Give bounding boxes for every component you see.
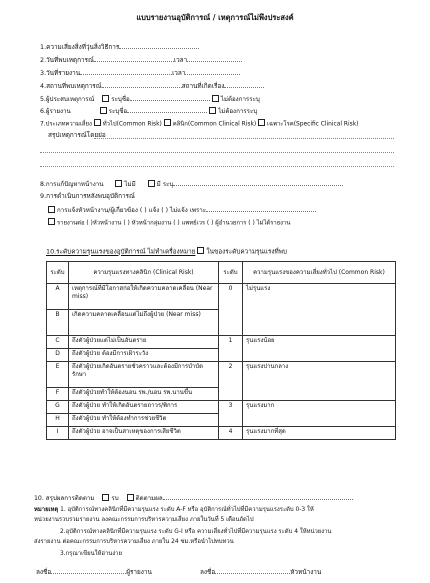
report-date-input[interactable] <box>80 68 172 75</box>
victim-anon-checkbox[interactable] <box>212 95 219 102</box>
followup-opt2-label: ติดตามผล <box>135 495 163 502</box>
field-onsite-fix-label: 8.การแก้ปัญหาหน้างาน <box>40 181 104 188</box>
followup-summary-label: 10. สรุปผลการติดตาม <box>34 495 95 502</box>
reporter-anon-checkbox[interactable] <box>209 107 216 114</box>
row-level: 3 <box>219 401 243 427</box>
report-time-input[interactable] <box>185 68 240 75</box>
followup-summary <box>34 493 353 503</box>
reporter-name-input[interactable] <box>127 106 207 113</box>
signature-reporter <box>36 567 152 576</box>
row-code: D <box>47 349 69 362</box>
row-level: 1 <box>219 336 243 362</box>
summary-line-2[interactable] <box>40 152 394 153</box>
note-1-text: 1. อุบัติการณ์ทางคลินิกที่มีความรุนแรง ระดับ A-F หรือ อุบัติการณ์ทั่วไปที่มีความรุนแรงระดับ 0-3 ให้ <box>60 507 314 513</box>
field-notify <box>48 205 316 215</box>
row-clinical-text: ถึงตัวผู้ป่วยทำให้ต้องนอน รพ./นอน รพ.นานขึ้น <box>69 388 219 401</box>
place-input[interactable] <box>224 81 264 88</box>
field-victim <box>40 94 260 104</box>
table-row[interactable] <box>47 336 396 349</box>
table-row[interactable] <box>47 284 396 310</box>
followup-input[interactable] <box>163 493 353 500</box>
field-incident-date <box>40 55 242 64</box>
signature-reporter-prefix: ลงชื่อ <box>36 568 52 576</box>
victim-named-label: ระบุชื่อ <box>111 96 130 103</box>
followup-opt1-checkbox[interactable] <box>102 494 109 501</box>
row-clinical-text: เหตุการณ์ที่มีโอกาสก่อให้เกิดความคลาดเคลื่อน (Near miss) <box>69 284 219 310</box>
field-victim-label: 5.ผู้ประสบเหตุการณ์ <box>40 96 95 103</box>
victim-anon-label: ไม่ต้องการระบุ <box>220 96 260 103</box>
note-2: 2.อุบัติการณ์ทางคลินิกที่มีความรุนแรง ระดับ G-I หรือ ความเสี่ยงทั่วไปที่มีความรุนแรง ระดับ 4 ให้หน่วยงาน <box>60 529 332 535</box>
row-code: I <box>47 427 69 440</box>
severity-heading-text: 10.ระดับความรุนแรงของอุบัติการณ์ ไม่ทำเครื่องหมาย <box>46 247 196 256</box>
notify-checkbox[interactable] <box>48 206 55 213</box>
row-general: รุนแรงน้อย <box>243 336 396 362</box>
incident-date-input[interactable] <box>94 55 174 62</box>
field-reporter <box>40 106 257 116</box>
row-clinical-text: ถึงตัวผู้ป่วย ทำให้ต้องทำการช่วยชีวิต <box>69 414 219 427</box>
row-level: 0 <box>219 284 243 336</box>
field-risk-input[interactable] <box>119 42 199 49</box>
row-general: รุนแรงมากที่สุด <box>243 427 396 440</box>
header-level: ระดับ <box>47 262 69 284</box>
note-1 <box>34 506 314 514</box>
severity-table <box>46 261 396 440</box>
row-clinical-text: เกิดความคลาดเคลื่อนแต่ไม่ถึงผู้ป่วย (Near miss) <box>69 310 219 336</box>
field-followup-label: 9.การดำเนินการหลังพบอุบัติการณ์ <box>40 192 135 200</box>
signature-reporter-role: ผู้รายงาน <box>126 568 152 576</box>
form-title: แบบรายงานอุบัติการณ์ / เหตุการณ์ไม่พึงประสงค์ <box>136 13 294 22</box>
row-level: 4 <box>219 427 243 440</box>
row-clinical-text: ถึงตัวผู้ป่วย อาจเป็นสาเหตุของการเสียชีวิต <box>69 427 219 440</box>
fix-detail-input[interactable] <box>173 179 343 186</box>
victim-named-checkbox[interactable] <box>102 95 109 102</box>
followup-opt2-checkbox[interactable] <box>127 494 134 501</box>
field-risk-type-label: 7.ประเภทความเสี่ยง <box>40 121 92 128</box>
row-code: F <box>47 388 69 401</box>
summary-line-3[interactable] <box>40 166 394 167</box>
table-row[interactable] <box>47 401 396 414</box>
header-general: ความรุนแรงของความเสี่ยงทั่วไป (Common Risk) <box>243 262 396 284</box>
row-general: รุนแรงปานกลาง <box>243 362 396 401</box>
row-code: G <box>47 401 69 414</box>
followup-opt1-label: รบ <box>111 495 119 502</box>
field-risk <box>40 42 199 51</box>
row-clinical-text: ถึงตัวผู้ป่วยแต่ไม่เป็นอันตราย <box>69 336 219 349</box>
table-row[interactable] <box>47 362 396 388</box>
risk-common-label: ทั่วไป(Common Risk) <box>102 121 162 128</box>
escalate-label: รายงานต่อ ( )หัวหน้างาน ( ) หัวหน้ากลุ่มงาน ( ) แพทย์เวร ( ) ผู้อำนวยการ ( ) ไม่ได้รายงาน <box>57 220 291 227</box>
row-general: ไม่รุนแรง <box>243 284 396 336</box>
notes-label: หมายเหตุ <box>34 507 59 513</box>
note-3: 3.กรุณาเขียนให้อ่านง่าย <box>60 551 122 557</box>
row-code: C <box>47 336 69 349</box>
row-code: B <box>47 310 69 336</box>
location-input[interactable] <box>102 81 182 88</box>
field-reporter-label: 6.ผู้รายงาน <box>40 108 71 115</box>
severity-heading <box>46 247 287 256</box>
summary-line-1[interactable] <box>94 138 394 139</box>
summary-label: สรุปเหตุการณ์โดยย่อ <box>48 131 106 139</box>
row-clinical-text: ถึงตัวผู้ป่วย ทำให้เกิดอันตรายถาวร/พิการ <box>69 401 219 414</box>
notify-reason-input[interactable] <box>206 205 316 212</box>
row-code: H <box>47 414 69 427</box>
signature-reporter-input[interactable] <box>51 567 126 574</box>
place-label: สถานที่เกิดเรื่อง <box>181 82 225 90</box>
header-clinical: ความรุนแรงทางคลินิก (Clinical Risk) <box>69 262 219 284</box>
header-level2: ระดับ <box>219 262 243 284</box>
field-location <box>40 81 264 90</box>
field-onsite-fix <box>40 179 343 189</box>
victim-name-input[interactable] <box>130 94 210 101</box>
field-report-date <box>40 68 240 77</box>
severity-heading-tail: ในของระดับความรุนแรงที่พบ <box>206 247 287 256</box>
report-time-label: เวลา <box>172 69 186 77</box>
field-risk-type <box>40 119 358 129</box>
field-escalate <box>48 218 290 228</box>
row-code: E <box>47 362 69 388</box>
severity-heading-checkbox[interactable] <box>197 247 204 254</box>
fix-yes-label: มี ระบุ <box>156 181 174 188</box>
escalate-checkbox[interactable] <box>48 218 55 225</box>
table-header-row <box>47 262 396 284</box>
field-report-date-label: 3.วันที่รายงาน <box>40 69 81 77</box>
reporter-named-label: ระบุชื่อ <box>108 108 128 115</box>
fix-yes-checkbox[interactable] <box>148 180 155 187</box>
field-risk-label: 1.ความเสี่ยงสิ่งที่วุ่นสิ่งวิธีการ <box>40 43 120 51</box>
risk-specific-checkbox[interactable] <box>258 119 265 126</box>
row-level: 2 <box>219 362 243 401</box>
risk-specific-label: เฉพาะโรค(Specific Clinical Risk) <box>267 121 359 128</box>
risk-clinical-label: คลินิก(Common Clinical Risk) <box>172 121 257 128</box>
field-incident-date-label: 2.วันที่พบเหตุการณ์ <box>40 56 94 64</box>
risk-common-checkbox[interactable] <box>94 119 101 126</box>
row-general: รุนแรงมาก <box>243 401 396 427</box>
notify-label: การแจ้งหัวหน้างาน/ผู้เกี่ยวข้อง ( ) แจ้ง ( ) ไม่แจ้ง เพราะ <box>57 207 207 214</box>
note-1b: หน่วยงานรวบรวมรายงาน ลงคณะกรรมการบริหารความเสี่ยง ภายในวันที่ 5 เดือนถัดไป <box>34 517 254 523</box>
reporter-anon-label: ไม่ต้องการระบุ <box>218 108 258 115</box>
signature-head-input[interactable] <box>215 567 290 574</box>
fix-none-label: ไม่มี <box>124 181 136 188</box>
fix-none-checkbox[interactable] <box>115 180 122 187</box>
row-code: A <box>47 284 69 310</box>
incident-time-input[interactable] <box>187 55 242 62</box>
risk-clinical-checkbox[interactable] <box>164 119 171 126</box>
row-clinical-text: ถึงตัวผู้ป่วยเกิดอันตรายชั่วคราวและต้องมีการบำบัดรักษา <box>69 362 219 388</box>
field-location-label: 4.สถานที่พบเหตุการณ์ <box>40 82 102 90</box>
signature-head-role: หัวหน้างาน <box>290 568 322 576</box>
table-row[interactable] <box>47 427 396 440</box>
note-2b: ส่งรายงาน ต่อคณะกรรมการบริหารความเสี่ยง ภายใน 24 ชม.หรือนำไปทบทวน <box>34 539 234 545</box>
reporter-named-checkbox[interactable] <box>100 107 107 114</box>
row-clinical-text: ถึงตัวผู้ป่วย ต้องมีการเฝ้าระวัง <box>69 349 219 362</box>
signature-head <box>200 567 321 576</box>
signature-head-prefix: ลงชื่อ <box>200 568 216 576</box>
incident-time-label: เวลา <box>173 56 188 64</box>
